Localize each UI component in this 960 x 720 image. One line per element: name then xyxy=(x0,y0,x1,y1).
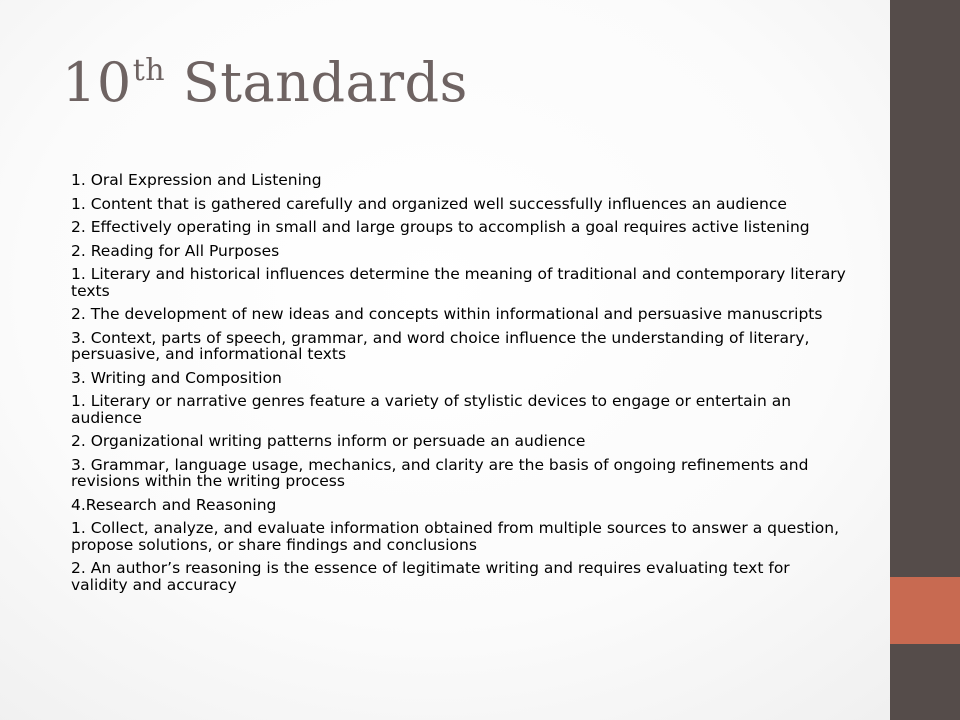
list-item: 1. Collect, analyze, and evaluate information obtained from multiple sources to answer a question, propose solutions, or share findings and conclusions xyxy=(71,519,840,554)
sidebar-accent-block xyxy=(890,577,960,644)
list-item: 1. Oral Expression and Listening xyxy=(71,171,322,189)
title-superscript: th xyxy=(132,53,166,88)
list-item: 1. Literary and historical influences determine the meaning of traditional and contemporary literary texts xyxy=(71,265,846,300)
list-item: 1. Literary or narrative genres feature a variety of stylistic devices to engage or entertain an audience xyxy=(71,392,792,427)
standards-list xyxy=(71,172,846,600)
title-number: 10 xyxy=(62,51,132,114)
list-item: 2. The development of new ideas and concepts within informational and persuasive manuscripts xyxy=(71,305,823,323)
list-item: 2. Effectively operating in small and large groups to accomplish a goal requires active listening xyxy=(71,218,810,236)
title-text: Standards xyxy=(165,51,468,114)
list-item: 2. Organizational writing patterns inform or persuade an audience xyxy=(71,432,586,450)
list-item: 2. An author’s reasoning is the essence of legitimate writing and requires evaluating text for validity and accuracy xyxy=(71,559,790,594)
list-item: 2. Reading for All Purposes xyxy=(71,241,280,260)
list-item: 3. Writing and Composition xyxy=(71,368,282,387)
list-item: 3. Context, parts of speech, grammar, and word choice influence the understanding of literary, persuasive, and informational texts xyxy=(71,328,810,363)
list-item: 4.Research and Reasoning xyxy=(71,495,277,514)
list-item: 1. Content that is gathered carefully and organized well successfully influences an audience xyxy=(71,194,787,213)
slide-title xyxy=(62,52,468,114)
list-item: 3. Grammar, language usage, mechanics, and clarity are the basis of ongoing refinements and revisions within the writing process xyxy=(71,455,809,490)
